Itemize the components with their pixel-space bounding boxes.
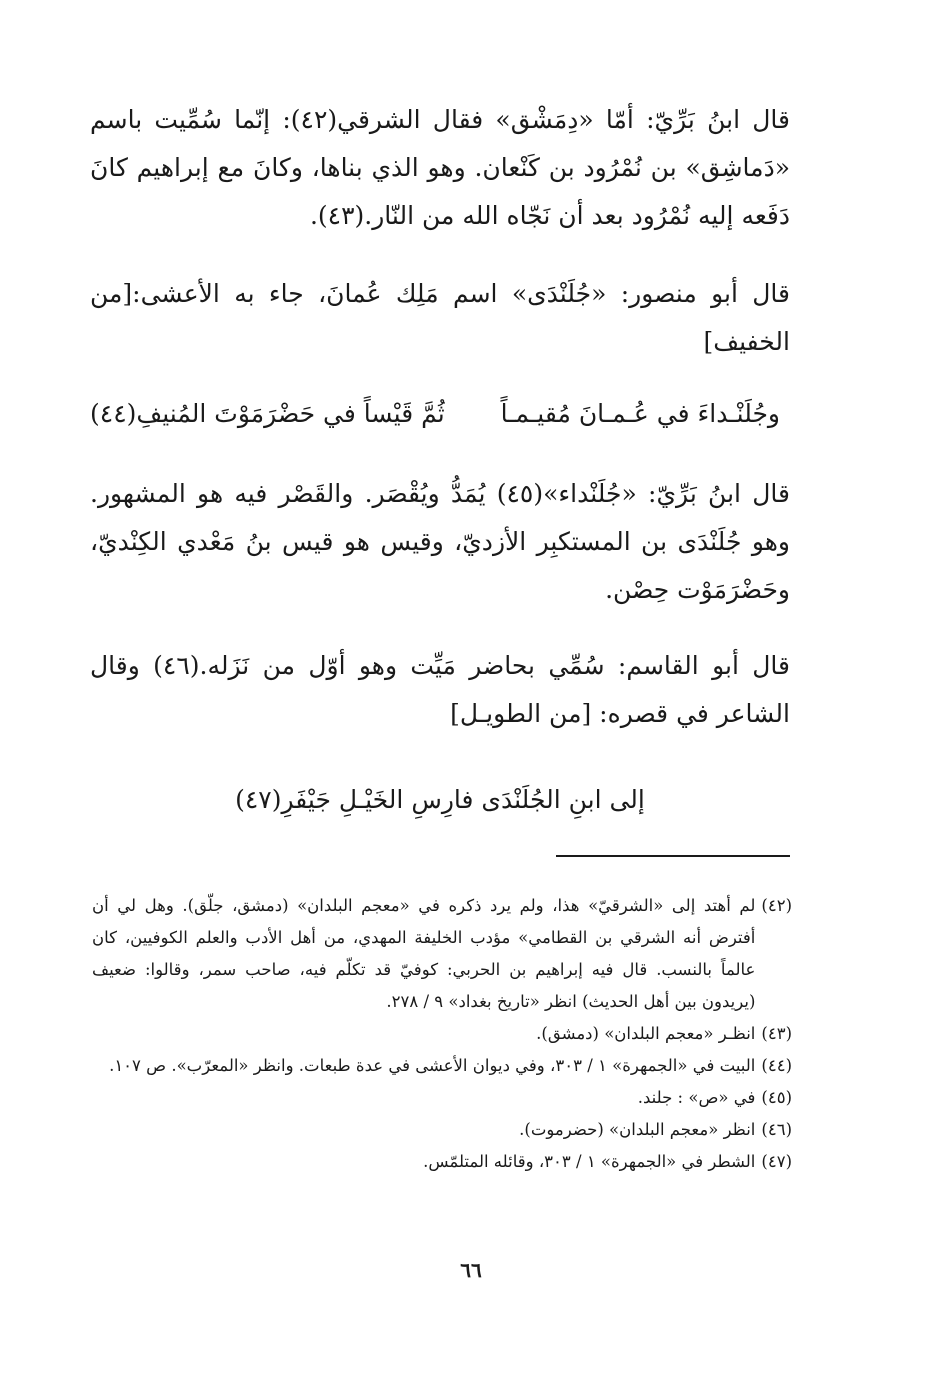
page-number: ٦٦: [460, 1258, 482, 1282]
verse-jayfar: إلى ابنِ الجُلَنْدَى فارِسِ الخَيْـلِ جَيْفَرِ(٤٧): [235, 785, 645, 814]
footnote-number: (٤٤): [761, 1056, 792, 1075]
footnote-text: في «ص» : جلند.: [637, 1088, 756, 1107]
footnote-42: [92, 890, 792, 1018]
footnote-text: الشطر في «الجمهرة» ١ / ٣٠٣، وقائله المتلمّس.: [423, 1152, 756, 1171]
footnote-43: [92, 1018, 792, 1050]
footnotes: [92, 890, 792, 1178]
footnote-text: انظر «معجم البلدان» (حضرموت).: [519, 1120, 756, 1139]
footnote-text: لم أهتد إلى «الشرقيّ» هذا، ولم يرد ذكره في «معجم البلدان» (دمشق، جلّق). وهل لي أن أفترض أنه الشرقي بن القطامي» مؤدب الخليفة المهدي، من أهل الأدب والعلم الكوفيين، كان عالماً بالنسب. قال فيه إبراهيم بن الحربي: كوفيّ قد تكلّم فيه، صاحب سمر، وقالوا: ضعيف (يريدون بين أهل الحديث) انظر «تاريخ بغداد» ٩ / ٢٧٨.: [92, 896, 756, 1011]
paragraph-abu-al-qasim: قال أبو القاسم: سُمِّي بحاضر مَيِّت وهو أوّل من نَزَله.(٤٦) وقال الشاعر في قصره: [من الطويـل]: [90, 651, 790, 728]
paragraph-julanda: قال أبو منصور: «جُلَنْدَى» اسم مَلِك عُمانَ، جاء به الأعشى:[من الخفيف]: [90, 279, 790, 356]
verse-first-hemistich: وجُلَنْـداءَ في عُـمـانَ مُقيـمـاً: [500, 399, 780, 428]
footnote-text: البيت في «الجمهرة» ١ / ٣٠٣، وفي ديوان الأعشى في عدة طبعات. وانظر «المعرّب». ص ١٠٧.: [109, 1056, 756, 1075]
footnote-number: (٤٧): [761, 1152, 792, 1171]
footnote-text: انظـر «معجم البلدان» (دمشق).: [536, 1024, 756, 1043]
footnote-separator: [556, 855, 790, 857]
footnote-46: [92, 1114, 792, 1146]
footnote-number: (٤٢): [761, 896, 792, 915]
footnote-45: [92, 1082, 792, 1114]
verse-second-hemistich: ثُمَّ قَيْساً في حَضْرَمَوْتَ المُنيفِ(٤٤): [90, 399, 445, 428]
footnote-47: [92, 1146, 792, 1178]
footnote-number: (٤٣): [761, 1024, 792, 1043]
footnote-number: (٤٥): [761, 1088, 792, 1107]
footnote-number: (٤٦): [761, 1120, 792, 1139]
footnote-44: [92, 1050, 792, 1082]
verse-asha: [90, 392, 790, 436]
paragraph-damascus: قال ابنُ بَرِّيّ: أمّا «دِمَشْق» فقال الشرقي(٤٢): إنّما سُمِّيت باسم «دَماشِق» بن نُمْرُود بن كَنْعان. وهو الذي بناها، وكانَ مع إبراهيم كانَ دَفَعه إليه نُمْرُود بعد أن نَجّاه الله من النّار.(٤٣).: [90, 105, 790, 230]
paragraph-julanda-spelling: قال ابنُ بَرِّيّ: «جُلَنْداء»(٤٥) يُمَدُّ ويُقْصَر. والقَصْر فيه هو المشهور. وهو جُلَنْدَى بن المستكبِر الأزديّ، وقيس هو قيس بنُ مَعْدي الكِنْديّ، وحَضْرَمَوْت حِصْن.: [90, 479, 790, 604]
